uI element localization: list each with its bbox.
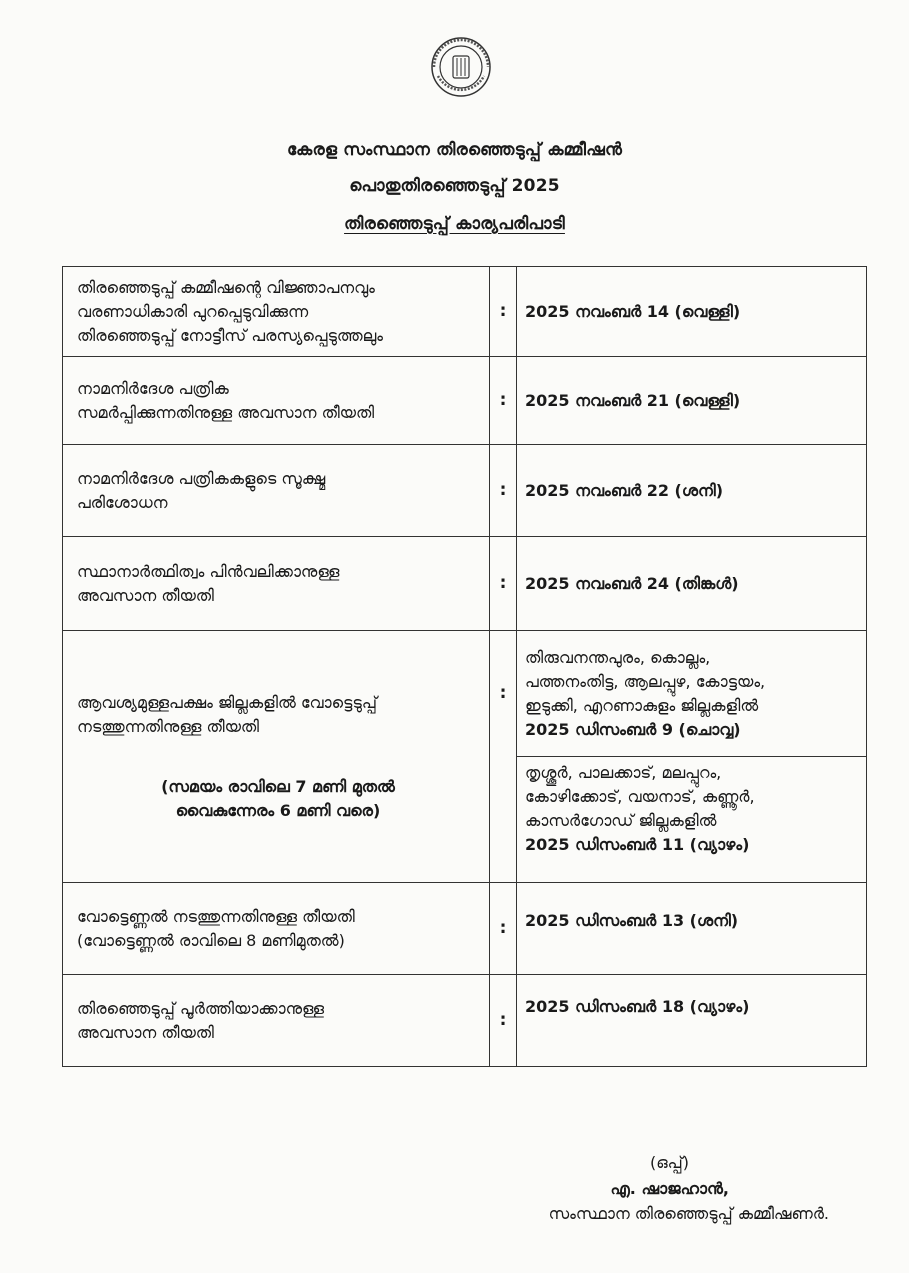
table-row: [63, 445, 867, 537]
row-label: [63, 537, 490, 631]
row-label: [63, 357, 490, 445]
phase1-schedule: [517, 631, 867, 757]
separator: :: [490, 267, 517, 357]
separator: :: [490, 975, 517, 1067]
label-line: തിരഞ്ഞെടുപ്പ് കമ്മീഷന്റെ വിജ്ഞാപനവും: [77, 277, 375, 297]
label-line: വോട്ടെണ്ണൽ നടത്തുന്നതിനുള്ള തീയതി: [77, 906, 355, 926]
label-line: പരിശോധന: [77, 492, 168, 512]
label-line: (വോട്ടെണ്ണൽ രാവിലെ 8 മണിമുതൽ): [77, 930, 345, 950]
label-line: വരണാധികാരി പുറപ്പെടുവിക്കുന്ന: [77, 301, 309, 321]
district-line: തിരുവനന്തപുരം, കൊല്ലം,: [525, 647, 711, 667]
schedule-title: തിരഞ്ഞെടുപ്പ് കാര്യപരിപാടി: [344, 214, 565, 234]
table-row: [63, 975, 867, 1067]
note-line: വൈകുന്നേരം 6 മണി വരെ): [175, 800, 381, 820]
separator: :: [490, 883, 517, 975]
row-date: 2025 ഡിസംബർ 18 (വ്യാഴം): [517, 975, 867, 1067]
signatory-name: എ. ഷാജഹാൻ,: [610, 1178, 729, 1198]
label-line: നാമനിർദേശ പത്രികകളുടെ സൂക്ഷ്മ: [77, 468, 326, 488]
label-line: സമർപ്പിക്കുന്നതിനുള്ള അവസാന തീയതി: [77, 402, 375, 422]
election-title: പൊതുതിരഞ്ഞെടുപ്പ് 2025: [349, 176, 560, 196]
row-date: 2025 ഡിസംബർ 13 (ശനി): [517, 883, 867, 975]
label-line: നടത്തുന്നതിനുള്ള തീയതി: [77, 716, 260, 736]
commission-title: കേരള സംസ്ഥാന തിരഞ്ഞെടുപ്പ് കമ്മീഷൻ: [286, 140, 623, 160]
separator: :: [490, 357, 517, 445]
table-row: [63, 883, 867, 975]
district-line: കാസർഗോഡ് ജില്ലകളിൽ: [525, 811, 717, 830]
label-line: അവസാന തീയതി: [77, 1022, 214, 1042]
row-label: [63, 883, 490, 975]
district-line: പത്തനംതിട്ട, ആലപ്പുഴ, കോട്ടയം,: [525, 671, 766, 691]
phase2-schedule: [517, 757, 867, 883]
signed-mark: (ഒപ്പ്): [649, 1153, 689, 1172]
table-row: [63, 267, 867, 357]
row-label: [63, 445, 490, 537]
label-line: അവസാന തീയതി: [77, 585, 214, 605]
signatory-title: സംസ്ഥാന തിരഞ്ഞെടുപ്പ് കമ്മീഷണർ.: [548, 1204, 829, 1224]
row-label: [63, 975, 490, 1067]
election-commission-seal: [430, 36, 492, 98]
election-schedule-table: [62, 266, 867, 1067]
separator: :: [490, 537, 517, 631]
polling-time-note: [77, 775, 479, 823]
table-row: [63, 537, 867, 631]
phase1-date: 2025 ഡിസംബർ 9 (ചൊവ്വ): [525, 719, 741, 739]
row-label: [63, 267, 490, 357]
row-label: [63, 631, 490, 883]
table-row: [63, 631, 867, 757]
district-line: കോഴിക്കോട്, വയനാട്, കണ്ണൂർ,: [525, 787, 755, 806]
district-line: ഇടുക്കി, എറണാകുളം ജില്ലകളിൽ: [525, 695, 759, 715]
label-line: തിരഞ്ഞെടുപ്പ് നോട്ടീസ് പരസ്യപ്പെടുത്തലും: [77, 325, 383, 345]
row-date: 2025 നവംബർ 21 (വെള്ളി): [517, 357, 867, 445]
row-date: 2025 നവംബർ 14 (വെള്ളി): [517, 267, 867, 357]
label-line: തിരഞ്ഞെടുപ്പ് പൂർത്തിയാക്കാനുള്ള: [77, 998, 325, 1018]
label-line: സ്ഥാനാർത്ഥിത്വം പിൻവലിക്കാനുള്ള: [77, 561, 340, 581]
separator: :: [490, 445, 517, 537]
signature-block: [549, 1150, 829, 1227]
row-date: 2025 നവംബർ 24 (തിങ്കൾ): [517, 537, 867, 631]
label-line: നാമനിർദേശ പത്രിക: [77, 378, 229, 398]
table-row: [63, 357, 867, 445]
district-line: തൃശ്ശൂർ, പാലക്കാട്, മലപ്പുറം,: [525, 763, 722, 782]
separator: :: [490, 631, 517, 883]
phase2-date: 2025 ഡിസംബർ 11 (വ്യാഴം): [525, 835, 750, 854]
label-line: ആവശ്യമുള്ളപക്ഷം ജില്ലകളിൽ വോട്ടെടുപ്പ്: [77, 692, 377, 712]
row-date: 2025 നവംബർ 22 (ശനി): [517, 445, 867, 537]
note-line: (സമയം രാവിലെ 7 മണി മുതൽ: [161, 776, 395, 796]
